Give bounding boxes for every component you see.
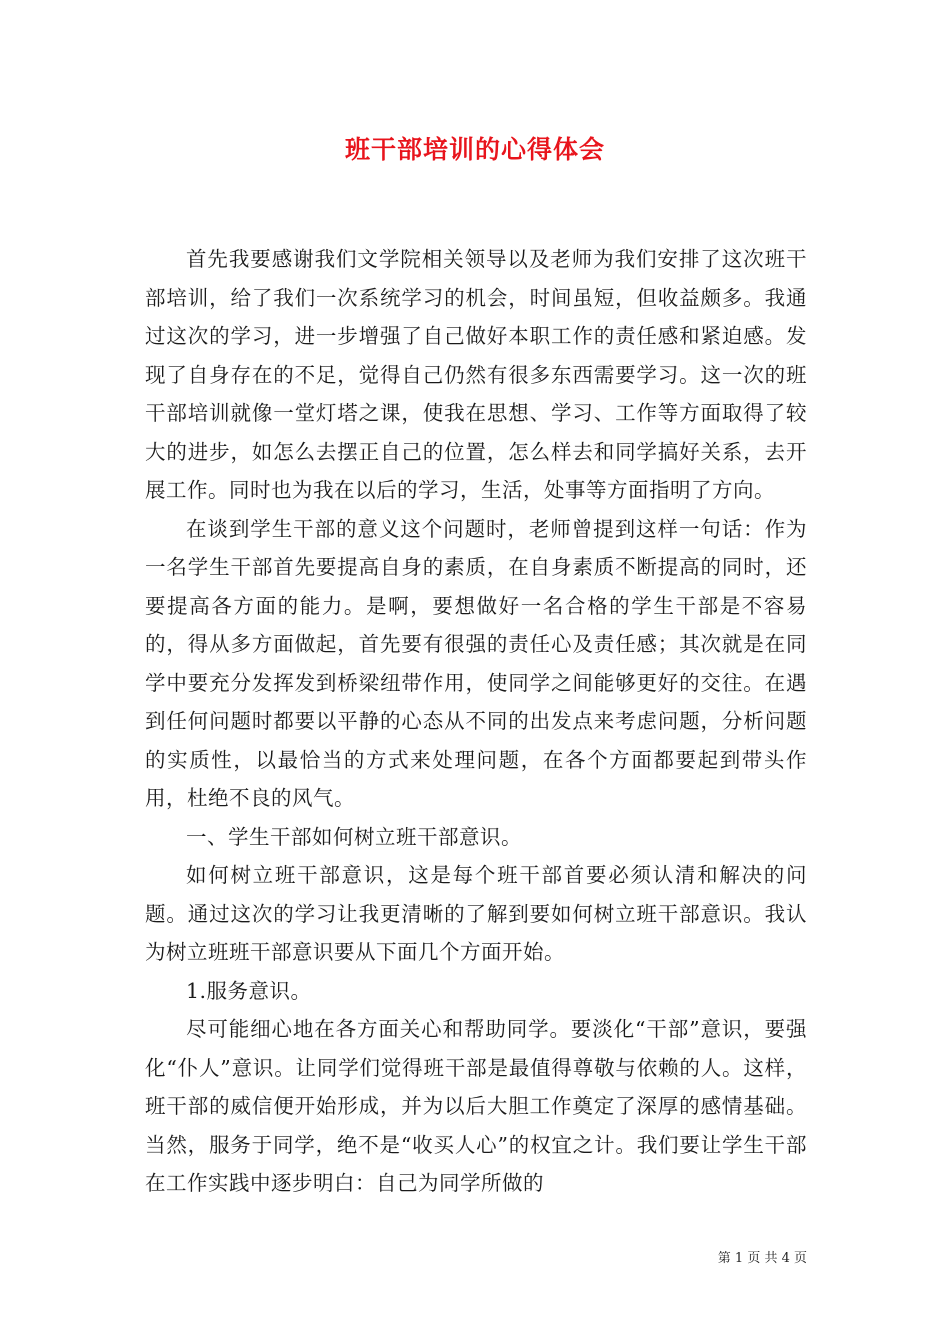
document-title: 班干部培训的心得体会 — [344, 135, 605, 164]
paragraph-intro: 首先我要感谢我们文学院相关领导以及老师为我们安排了这次班干部培训，给了我们一次系统学习的机会，时间虽短，但收益颇多。我通过这次的学习，进一步增强了自己做好本职工作的责任感和紧迫感。发现了自身存在的不足，觉得自己仍然有很多东西需要学习。这一次的班干部培训就像一堂灯塔之课，使我在思想、学习、工作等方面取得了较大的进步，如怎么去摆正自己的位置，怎么样去和同学搞好关系，去开展工作。同时也为我在以后的学习，生活，处事等方面指明了方向。 — [145, 247, 807, 502]
paragraph-cadre-meaning: 在谈到学生干部的意义这个问题时，老师曾提到这样一句话：作为一名学生干部首先要提高自身的素质，在自身素质不断提高的同时，还要提高各方面的能力。是啊，要想做好一名合格的学生干部是不容易的，得从多方面做起，首先要有很强的责任心及责任感；其次就是在同学中要充分发挥发到桥梁纽带作用，使同学之间能够更好的交往。在遇到任何问题时都要以平静的心态从不同的出发点来考虑问题，分析问题的实质性，以最恰当的方式来处理问题，在各个方面都要起到带头作用，杜绝不良的风气。 — [145, 516, 807, 810]
paragraph-service: 尽可能细心地在各方面关心和帮助同学。要淡化“干部”意识，要强化“仆人”意识。让同学们觉得班干部是最值得尊敬与依赖的人。这样，班干部的威信便开始形成，并为以后大胆工作奠定了深厚的感情基础。当然，服务于同学，绝不是“收买人心”的权宜之计。我们要让学生干部在工作实践中逐步明白：自己为同学所做的 — [145, 1017, 807, 1195]
subheading-service: 1.服务意识。 — [186, 978, 312, 1003]
document-body — [145, 240, 807, 1203]
section-heading-1: 一、学生干部如何树立班干部意识。 — [186, 824, 522, 849]
page-number: 第 1 页 共 4 页 — [717, 1251, 807, 1266]
paragraph-awareness: 如何树立班干部意识，这是每个班干部首要必须认清和解决的问题。通过这次的学习让我更清晰的了解到要如何树立班干部意识。我认为树立班班干部意识要从下面几个方面开始。 — [145, 863, 807, 964]
